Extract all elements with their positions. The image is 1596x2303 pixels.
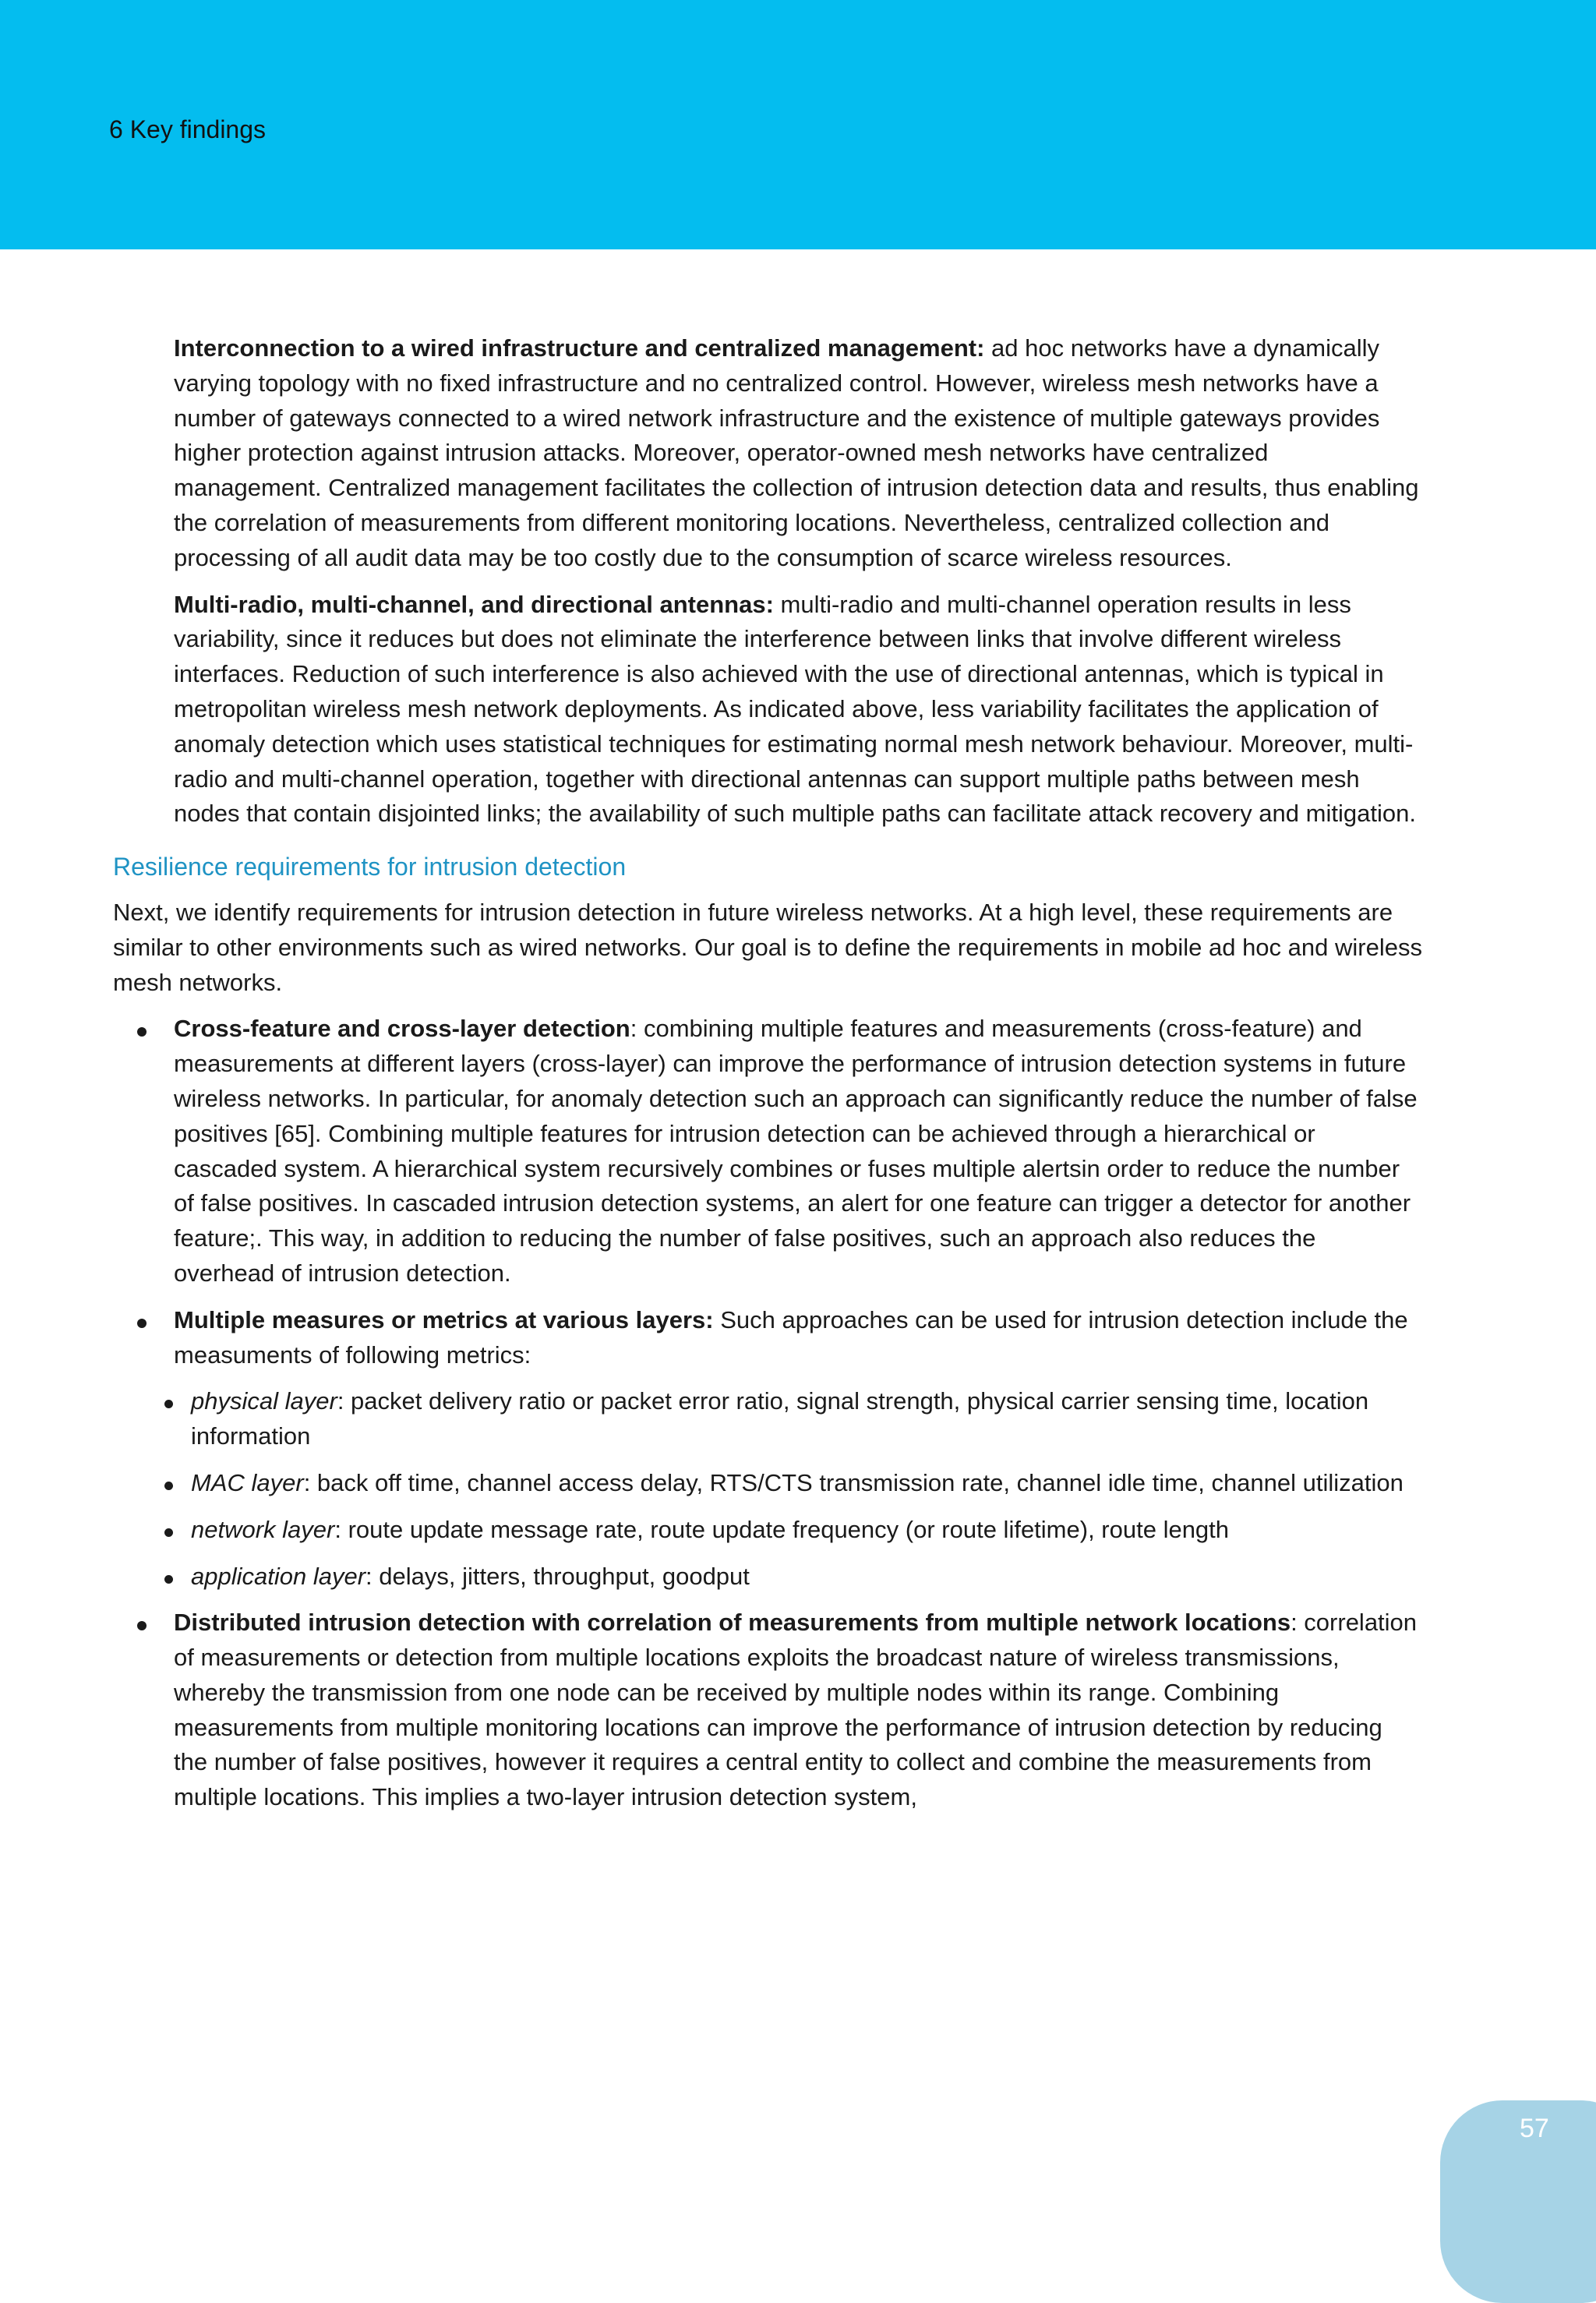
list-item-lead: Cross-feature and cross-layer detection bbox=[174, 1015, 630, 1043]
intro-paragraph: Next, we identify requirements for intrusion detection in future wireless networks. At a high level, these requirements are similar to other environments such as wired networks. Our goal is to define the requirements in mobile ad hoc and wireless mesh networks. bbox=[113, 898, 1422, 996]
layer-text: : route update message rate, route update frequency (or route lifetime), route length bbox=[334, 1515, 1230, 1543]
list-item-text: : correlation of measurements or detection from multiple locations exploits the broadcast nature of wireless transmissions, whereby the transmission from one node can be received by multiple nodes within its range. Combining measurements from multiple monitoring locations can improve the performance of intrusion detection by reducing the number of false positives, however it requires a central entity to collect and combine the measurements from multiple locations. This implies a two-layer intrusion detection system, bbox=[174, 1609, 1418, 1811]
bullet-icon bbox=[164, 1482, 173, 1490]
paragraph-multiradio bbox=[113, 588, 1422, 832]
sub-list-item bbox=[113, 1513, 1422, 1548]
list-item bbox=[113, 1605, 1422, 1815]
list-item-lead: Multiple measures or metrics at various layers: bbox=[174, 1305, 714, 1333]
paragraph-lead: Multi-radio, multi-channel, and directional antennas: bbox=[174, 590, 774, 618]
layer-text: : packet delivery ratio or packet error ratio, signal strength, physical carrier sensing time, location information bbox=[191, 1387, 1369, 1450]
list-item-text: Such approaches can be used for intrusion detection include the measuments of following metrics: bbox=[174, 1305, 1408, 1369]
section-label: 6 Key findings bbox=[109, 115, 267, 143]
bullet-icon bbox=[137, 1319, 147, 1328]
paragraph-text: ad hoc networks have a dynamically varying topology with no fixed infrastructure and no centralized control. However, wireless mesh networks have a number of gateways connected to a wired network infrastructure and the existence of multiple gateways provides higher protection against intrusion attacks. Moreover, operator-owned mesh networks have centralized management. Centralized management facilitates the collection of intrusion detection data and results, thus enabling the correlation of measurements from different monitoring locations. Nevertheless, centralized collection and processing of all audit data may be too costly due to the consumption of scarce wireless resources. bbox=[174, 334, 1419, 571]
bullet-icon bbox=[137, 1027, 147, 1037]
layer-term: MAC layer bbox=[191, 1468, 304, 1496]
page-number-tab bbox=[1440, 2100, 1596, 2303]
list-item bbox=[113, 1303, 1422, 1595]
layer-term: application layer bbox=[191, 1562, 366, 1590]
section-heading: Resilience requirements for intrusion detection bbox=[113, 853, 627, 881]
sub-list-item bbox=[113, 1559, 1422, 1595]
paragraph-lead: Interconnection to a wired infrastructure and centralized management: bbox=[174, 334, 985, 362]
layer-term: physical layer bbox=[191, 1387, 337, 1415]
requirements-list bbox=[113, 1012, 1422, 1815]
sub-list-item bbox=[113, 1466, 1422, 1501]
bullet-icon bbox=[137, 1621, 147, 1630]
sub-list-item bbox=[113, 1384, 1422, 1454]
metrics-sublist bbox=[174, 1384, 1422, 1594]
bullet-icon bbox=[164, 1400, 173, 1408]
page-content bbox=[113, 331, 1422, 1827]
bullet-icon bbox=[164, 1528, 173, 1537]
layer-term: network layer bbox=[191, 1515, 335, 1543]
layer-text: : delays, jitters, throughput, goodput bbox=[365, 1562, 750, 1590]
paragraph-interconnection bbox=[113, 331, 1422, 576]
list-item-lead: Distributed intrusion detection with correlation of measurements from multiple network locations bbox=[174, 1609, 1291, 1637]
page-number: 57 bbox=[1520, 2114, 1549, 2143]
list-item bbox=[113, 1012, 1422, 1291]
paragraph-text: multi-radio and multi-channel operation results in less variability, since it reduces but does not eliminate the interference between links that involve different wireless interfaces. Reduction of such interference is also achieved with the use of directional antennas, which is typical in metropolitan wireless mesh network deployments. As indicated above, less variability facilitates the application of anomaly detection which uses statistical techniques for estimating normal mesh network behaviour. Moreover, multi-radio and multi-channel operation, together with directional antennas can support multiple paths between mesh nodes that contain disjointed links; the availability of such multiple paths can facilitate attack recovery and mitigation. bbox=[174, 590, 1416, 828]
list-item-text: : combining multiple features and measurements (cross-feature) and measurements at different layers (cross-layer) can improve the performance of intrusion detection systems in future wireless networks. In particular, for anomaly detection such an approach can significantly reduce the number of false positives [65]. Combining multiple features for intrusion detection can be achieved through a hierarchical or cascaded system. A hierarchical system recursively combines or fuses multiple alertsin order to reduce the number of false positives. In cascaded intrusion detection systems, an alert for one feature can trigger a detector for another feature;. This way, in addition to reducing the number of false positives, such an approach also reduces the overhead of intrusion detection. bbox=[174, 1015, 1418, 1287]
layer-text: : back off time, channel access delay, RTS/CTS transmission rate, channel idle time, channel utilization bbox=[303, 1468, 1404, 1496]
bullet-icon bbox=[164, 1575, 173, 1584]
